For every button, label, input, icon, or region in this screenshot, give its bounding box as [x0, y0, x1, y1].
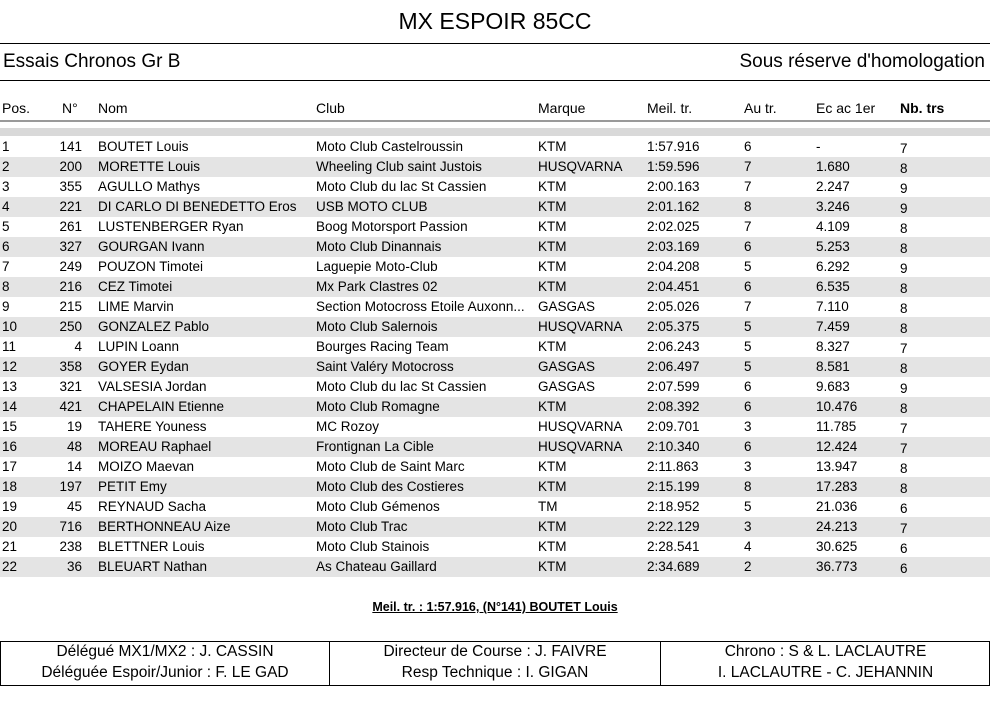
cell-meil: 2:02.025 — [647, 219, 700, 234]
cell-pos: 15 — [2, 419, 18, 434]
cell-num: 321 — [59, 379, 82, 394]
cell-club: Wheeling Club saint Justois — [316, 159, 482, 174]
cell-ecac: 36.773 — [816, 559, 858, 574]
cell-nb: 8 — [900, 221, 908, 236]
cell-nb: 8 — [900, 461, 908, 476]
cell-nom: REYNAUD Sacha — [98, 499, 207, 514]
cell-marque: KTM — [538, 259, 567, 274]
officials-footer — [0, 641, 990, 686]
cell-club: Moto Club Dinannais — [316, 239, 442, 254]
cell-autr: 5 — [744, 259, 752, 274]
cell-nom: MOIZO Maevan — [98, 459, 195, 474]
cell-autr: 5 — [744, 359, 752, 374]
cell-nom: GOYER Eydan — [98, 359, 189, 374]
table-row — [0, 217, 990, 237]
cell-ecac: 1.680 — [816, 159, 850, 174]
cell-autr: 8 — [744, 199, 752, 214]
cell-autr: 3 — [744, 459, 752, 474]
cell-nom: POUZON Timotei — [98, 259, 204, 274]
cell-autr: 6 — [744, 439, 752, 454]
cell-ecac: 13.947 — [816, 459, 858, 474]
cell-pos: 6 — [2, 239, 10, 254]
cell-club: MC Rozoy — [316, 419, 380, 434]
cell-club: Moto Club Castelroussin — [316, 139, 464, 154]
table-row — [0, 437, 990, 457]
cell-club: USB MOTO CLUB — [316, 199, 428, 214]
cell-autr: 3 — [744, 419, 752, 434]
cell-pos: 3 — [2, 179, 10, 194]
cell-club: Moto Club Romagne — [316, 399, 440, 414]
cell-num: 4 — [74, 339, 82, 354]
cell-num: 215 — [59, 299, 82, 314]
cell-nom: GOURGAN Ivann — [98, 239, 205, 254]
best-lap-text: Meil. tr. : 1:57.916, (N°141) BOUTET Louis — [372, 600, 618, 614]
cell-club: Moto Club du lac St Cassien — [316, 379, 487, 394]
header-marque: Marque — [538, 100, 586, 116]
cell-nom: VALSESIA Jordan — [98, 379, 207, 394]
cell-nom: GONZALEZ Pablo — [98, 319, 210, 334]
cell-nb: 8 — [900, 301, 908, 316]
cell-marque: KTM — [538, 459, 567, 474]
cell-num: 250 — [59, 319, 82, 334]
cell-nom: BERTHONNEAU Aize — [98, 519, 231, 534]
cell-ecac: 8.581 — [816, 359, 850, 374]
cell-nb: 7 — [900, 421, 908, 436]
header-nb: Nb. trs — [900, 100, 945, 116]
cell-nb: 8 — [900, 321, 908, 336]
table-row — [0, 357, 990, 377]
cell-nom: MOREAU Raphael — [98, 439, 212, 454]
cell-club: Bourges Racing Team — [316, 339, 449, 354]
cell-marque: KTM — [538, 199, 567, 214]
footer-text: Directeur de Course : J. FAIVRE — [383, 643, 607, 660]
header-ecac: Ec ac 1er — [816, 100, 876, 116]
table-row — [0, 477, 990, 497]
cell-autr: 7 — [744, 299, 752, 314]
cell-marque: GASGAS — [538, 359, 596, 374]
table-row — [0, 537, 990, 557]
table-row — [0, 237, 990, 257]
cell-nom: BLETTNER Louis — [98, 539, 205, 554]
cell-meil: 2:05.375 — [647, 319, 700, 334]
cell-club: As Chateau Gaillard — [316, 559, 437, 574]
cell-num: 48 — [66, 439, 82, 454]
cell-num: 716 — [59, 519, 82, 534]
footer-text: I. LACLAUTRE - C. JEHANNIN — [717, 664, 934, 681]
table-row — [0, 197, 990, 217]
cell-num: 36 — [66, 559, 82, 574]
cell-autr: 7 — [744, 179, 752, 194]
header-band — [0, 128, 990, 136]
cell-autr: 6 — [744, 279, 752, 294]
cell-marque: KTM — [538, 219, 567, 234]
cell-meil: 2:11.863 — [647, 459, 699, 474]
cell-marque: KTM — [538, 139, 567, 154]
cell-club: Moto Club Trac — [316, 519, 408, 534]
cell-ecac: - — [816, 139, 821, 154]
footer-text: Délégué MX1/MX2 : J. CASSIN — [56, 643, 274, 660]
cell-club: Mx Park Clastres 02 — [316, 279, 438, 294]
footer-text: Chrono : S & L. LACLAUTRE — [724, 643, 927, 660]
cell-club: Section Motocross Etoile Auxonn... — [316, 299, 525, 314]
cell-marque: KTM — [538, 279, 567, 294]
cell-pos: 13 — [2, 379, 18, 394]
cell-nom: AGULLO Mathys — [98, 179, 201, 194]
cell-pos: 2 — [2, 159, 10, 174]
cell-ecac: 17.283 — [816, 479, 858, 494]
cell-marque: HUSQVARNA — [538, 159, 623, 174]
cell-nb: 8 — [900, 401, 908, 416]
cell-meil: 2:15.199 — [647, 479, 700, 494]
page-title: MX ESPOIR 85CC — [398, 8, 592, 34]
cell-meil: 2:04.208 — [647, 259, 700, 274]
cell-meil: 1:59.596 — [647, 159, 700, 174]
cell-club: Moto Club Salernois — [316, 319, 438, 334]
cell-nb: 7 — [900, 521, 908, 536]
cell-pos: 12 — [2, 359, 18, 374]
cell-nb: 7 — [900, 441, 908, 456]
cell-nom: BOUTET Louis — [98, 139, 189, 154]
cell-club: Moto Club des Costieres — [316, 479, 464, 494]
cell-autr: 2 — [744, 559, 752, 574]
cell-nb: 6 — [900, 501, 908, 516]
cell-pos: 18 — [2, 479, 18, 494]
cell-num: 238 — [59, 539, 82, 554]
table-row — [0, 497, 990, 517]
cell-autr: 6 — [744, 239, 752, 254]
header-club: Club — [316, 100, 345, 116]
cell-nb: 8 — [900, 241, 908, 256]
cell-pos: 19 — [2, 499, 18, 514]
cell-ecac: 6.292 — [816, 259, 850, 274]
table-row — [0, 417, 990, 437]
cell-meil: 2:03.169 — [647, 239, 700, 254]
cell-autr: 4 — [744, 539, 752, 554]
cell-ecac: 7.110 — [816, 299, 849, 314]
session-title: Essais Chronos Gr B — [3, 51, 181, 72]
cell-meil: 2:28.541 — [647, 539, 700, 554]
table-row — [0, 137, 990, 157]
cell-ecac: 4.109 — [816, 219, 850, 234]
cell-pos: 11 — [2, 339, 17, 354]
table-row — [0, 517, 990, 537]
header-meil: Meil. tr. — [647, 100, 693, 116]
cell-nb: 8 — [900, 281, 908, 296]
cell-pos: 1 — [2, 139, 10, 154]
cell-pos: 14 — [2, 399, 18, 414]
cell-pos: 7 — [2, 259, 10, 274]
cell-marque: KTM — [538, 239, 567, 254]
cell-meil: 2:08.392 — [647, 399, 700, 414]
cell-num: 216 — [59, 279, 82, 294]
cell-ecac: 30.625 — [816, 539, 858, 554]
cell-num: 327 — [59, 239, 82, 254]
cell-nom: LIME Marvin — [98, 299, 174, 314]
table-row — [0, 557, 990, 577]
cell-marque: KTM — [538, 339, 567, 354]
cell-ecac: 7.459 — [816, 319, 850, 334]
cell-nb: 7 — [900, 141, 908, 156]
cell-marque: GASGAS — [538, 299, 596, 314]
header-underline — [0, 120, 990, 122]
cell-autr: 5 — [744, 319, 752, 334]
cell-nom: CEZ Timotei — [98, 279, 173, 294]
cell-meil: 2:04.451 — [647, 279, 700, 294]
cell-marque: HUSQVARNA — [538, 439, 623, 454]
cell-nb: 9 — [900, 381, 908, 396]
cell-nb: 9 — [900, 261, 908, 276]
table-row — [0, 297, 990, 317]
cell-meil: 1:57.916 — [647, 139, 700, 154]
cell-marque: GASGAS — [538, 379, 596, 394]
footer-text: Resp Technique : I. GIGAN — [401, 664, 589, 681]
cell-pos: 22 — [2, 559, 18, 574]
cell-num: 355 — [59, 179, 82, 194]
cell-autr: 6 — [744, 399, 752, 414]
cell-club: Moto Club Stainois — [316, 539, 430, 554]
cell-nb: 9 — [900, 181, 908, 196]
cell-club: Laguepie Moto-Club — [316, 259, 438, 274]
table-row — [0, 377, 990, 397]
homologation-note: Sous réserve d'homologation — [739, 51, 985, 72]
cell-pos: 4 — [2, 199, 10, 214]
cell-autr: 6 — [744, 139, 752, 154]
cell-pos: 9 — [2, 299, 10, 314]
cell-nom: LUPIN Loann — [98, 339, 180, 354]
cell-pos: 5 — [2, 219, 10, 234]
cell-nb: 8 — [900, 161, 908, 176]
cell-autr: 7 — [744, 219, 752, 234]
cell-club: Moto Club du lac St Cassien — [316, 179, 487, 194]
cell-nom: PETIT Emy — [98, 479, 167, 494]
cell-ecac: 21.036 — [816, 499, 858, 514]
cell-num: 200 — [59, 159, 82, 174]
cell-ecac: 9.683 — [816, 379, 850, 394]
cell-nom: TAHERE Youness — [98, 419, 207, 434]
cell-club: Moto Club Gémenos — [316, 499, 440, 514]
cell-ecac: 6.535 — [816, 279, 850, 294]
cell-ecac: 10.476 — [816, 399, 858, 414]
cell-nom: MORETTE Louis — [98, 159, 201, 174]
cell-ecac: 5.253 — [816, 239, 850, 254]
cell-marque: HUSQVARNA — [538, 419, 623, 434]
cell-num: 358 — [59, 359, 82, 374]
cell-pos: 10 — [2, 319, 18, 334]
cell-pos: 17 — [2, 459, 18, 474]
cell-num: 14 — [66, 459, 82, 474]
cell-nb: 9 — [900, 201, 908, 216]
cell-ecac: 24.213 — [816, 519, 858, 534]
cell-meil: 2:22.129 — [647, 519, 700, 534]
cell-marque: KTM — [538, 519, 567, 534]
header-nom: Nom — [98, 100, 128, 116]
cell-num: 421 — [59, 399, 82, 414]
table-row — [0, 317, 990, 337]
cell-autr: 7 — [744, 159, 752, 174]
cell-marque: KTM — [538, 179, 567, 194]
table-row — [0, 337, 990, 357]
cell-num: 261 — [59, 219, 82, 234]
cell-meil: 2:00.163 — [647, 179, 700, 194]
cell-autr: 5 — [744, 339, 752, 354]
cell-autr: 3 — [744, 519, 752, 534]
cell-nom: DI CARLO DI BENEDETTO Eros — [98, 199, 297, 214]
cell-num: 19 — [66, 419, 82, 434]
cell-marque: KTM — [538, 479, 567, 494]
cell-nb: 6 — [900, 561, 908, 576]
footer-col-direction — [329, 642, 660, 685]
cell-pos: 20 — [2, 519, 18, 534]
cell-num: 141 — [59, 139, 82, 154]
divider — [0, 80, 990, 81]
cell-club: Saint Valéry Motocross — [316, 359, 454, 374]
cell-nb: 7 — [900, 341, 908, 356]
cell-meil: 2:34.689 — [647, 559, 700, 574]
table-row — [0, 177, 990, 197]
table-row — [0, 397, 990, 417]
table-row — [0, 157, 990, 177]
cell-club: Boog Motorsport Passion — [316, 219, 468, 234]
cell-pos: 21 — [2, 539, 18, 554]
header-autr: Au tr. — [744, 100, 777, 116]
cell-ecac: 12.424 — [816, 439, 858, 454]
footer-col-delegates — [1, 642, 329, 685]
cell-meil: 2:10.340 — [647, 439, 700, 454]
cell-autr: 8 — [744, 479, 752, 494]
cell-nom: BLEUART Nathan — [98, 559, 208, 574]
cell-nb: 6 — [900, 541, 908, 556]
footer-col-chrono — [660, 642, 990, 685]
cell-club: Moto Club de Saint Marc — [316, 459, 465, 474]
cell-num: 45 — [66, 499, 82, 514]
footer-text: Déléguée Espoir/Junior : F. LE GAD — [41, 664, 289, 681]
cell-marque: KTM — [538, 559, 567, 574]
cell-ecac: 11.785 — [816, 419, 857, 434]
cell-marque: KTM — [538, 399, 567, 414]
cell-pos: 16 — [2, 439, 18, 454]
table-row — [0, 277, 990, 297]
cell-autr: 6 — [744, 379, 752, 394]
divider — [0, 43, 990, 44]
header-num: N° — [62, 100, 78, 116]
cell-meil: 2:18.952 — [647, 499, 700, 514]
cell-meil: 2:05.026 — [647, 299, 700, 314]
cell-ecac: 3.246 — [816, 199, 850, 214]
cell-num: 221 — [59, 199, 82, 214]
cell-nb: 8 — [900, 361, 908, 376]
cell-meil: 2:06.243 — [647, 339, 700, 354]
cell-nom: LUSTENBERGER Ryan — [98, 219, 244, 234]
cell-num: 197 — [59, 479, 82, 494]
cell-meil: 2:09.701 — [647, 419, 700, 434]
best-lap — [0, 600, 990, 614]
cell-meil: 2:06.497 — [647, 359, 700, 374]
cell-club: Frontignan La Cible — [316, 439, 434, 454]
table-row — [0, 457, 990, 477]
cell-ecac: 8.327 — [816, 339, 850, 354]
cell-ecac: 2.247 — [816, 179, 850, 194]
cell-autr: 5 — [744, 499, 752, 514]
cell-meil: 2:01.162 — [647, 199, 700, 214]
cell-num: 249 — [59, 259, 82, 274]
table-row — [0, 257, 990, 277]
cell-meil: 2:07.599 — [647, 379, 700, 394]
cell-nom: CHAPELAIN Etienne — [98, 399, 225, 414]
cell-marque: TM — [538, 499, 558, 514]
cell-pos: 8 — [2, 279, 10, 294]
header-pos: Pos. — [2, 100, 31, 116]
cell-marque: KTM — [538, 539, 567, 554]
cell-marque: HUSQVARNA — [538, 319, 623, 334]
cell-nb: 8 — [900, 481, 908, 496]
